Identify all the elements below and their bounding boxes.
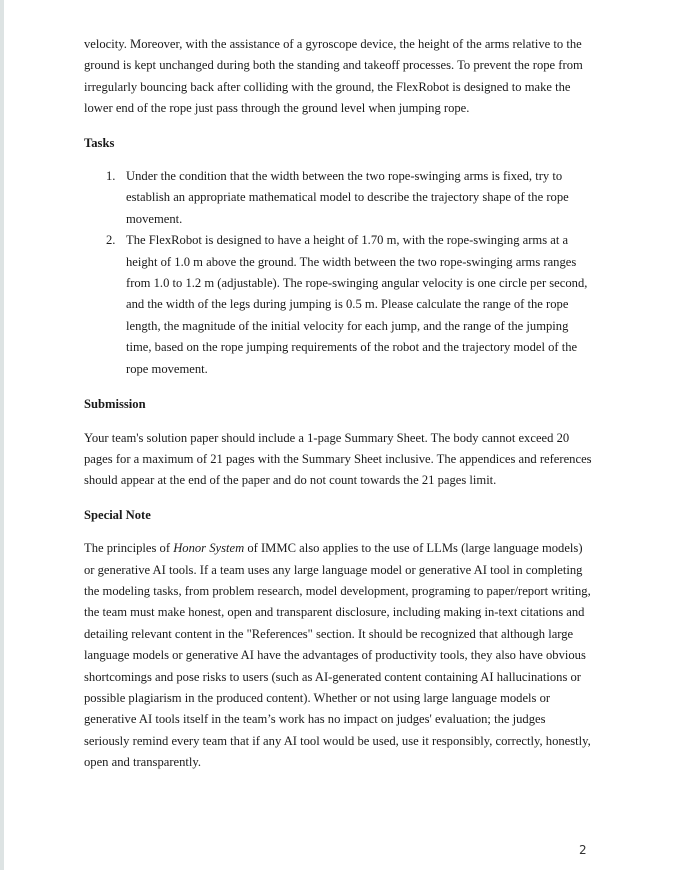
task-list (84, 166, 594, 380)
document-page (84, 34, 594, 774)
task-number: 2. (106, 233, 116, 248)
task-item-1 (84, 166, 594, 230)
tasks-heading: Tasks (84, 135, 115, 150)
special-note-text-start: The principles of (84, 541, 174, 556)
page-number: 2 (579, 843, 587, 857)
task-item-2 (84, 230, 594, 380)
honor-system-term: Honor System (173, 541, 245, 556)
task-number: 1. (106, 169, 116, 184)
task-text: Under the condition that the width between the two rope-swinging arms is fixed, try to establish an appropriate mathematical model to describe the trajectory shape of the rope movement. (126, 169, 569, 226)
special-note-text-end: of IMMC also applies to the use of LLMs (large language models) or generative AI tools. If a team uses any large language model or generative AI tool in completing the modeling tasks, from problem research, model development, programing to paper/report writing, the team must make honest, open and transparent disclosure, including making in-text citations and detailing relevant content in the "References" section. It should be recognized that although large language models or generative AI have the advantages of productivity tools, they also have obvious shortcomings and pose risks to users (such as AI-generated content containing AI hallucinations or possible plagiarism in the produced content). Whether or not using large language models or generative AI tools itself in the team’s work has no impact on judges' evaluation; the judges seriously remind every team that if any AI tool would be used, use it responsibly, correctly, honestly, open and transparently. (84, 541, 591, 770)
special-note-paragraph (84, 538, 594, 773)
submission-paragraph: Your team's solution paper should include a 1-page Summary Sheet. The body cannot exceed 20 pages for a maximum of 21 pages with the Summary Sheet inclusive. The appendices and references should appear at the end of the paper and do not count towards the 21 pages limit. (84, 430, 592, 488)
special-note-heading: Special Note (84, 507, 151, 522)
viewer-left-edge (0, 0, 4, 870)
task-text: The FlexRobot is designed to have a height of 1.70 m, with the rope-swinging arms at a height of 1.0 m above the ground. The width between the two rope-swinging arms ranges from 1.0 to 1.2 m (adjustable). The rope-swinging angular velocity is one circle per second, and the width of the legs during jumping is 0.5 m. Please calculate the range of the rope length, the magnitude of the initial velocity for each jump, and the range of the jumping time, based on the rope jumping requirements of the robot and the trajectory model of the rope movement. (126, 233, 588, 376)
submission-heading: Submission (84, 397, 146, 412)
intro-paragraph: velocity. Moreover, with the assistance of a gyroscope device, the height of the arms relative to the ground is kept unchanged during both the standing and takeoff processes. To prevent the rope from irregularly bouncing back after colliding with the ground, the FlexRobot is designed to make the lower end of the rope just pass through the ground level when jumping rope. (84, 37, 583, 116)
